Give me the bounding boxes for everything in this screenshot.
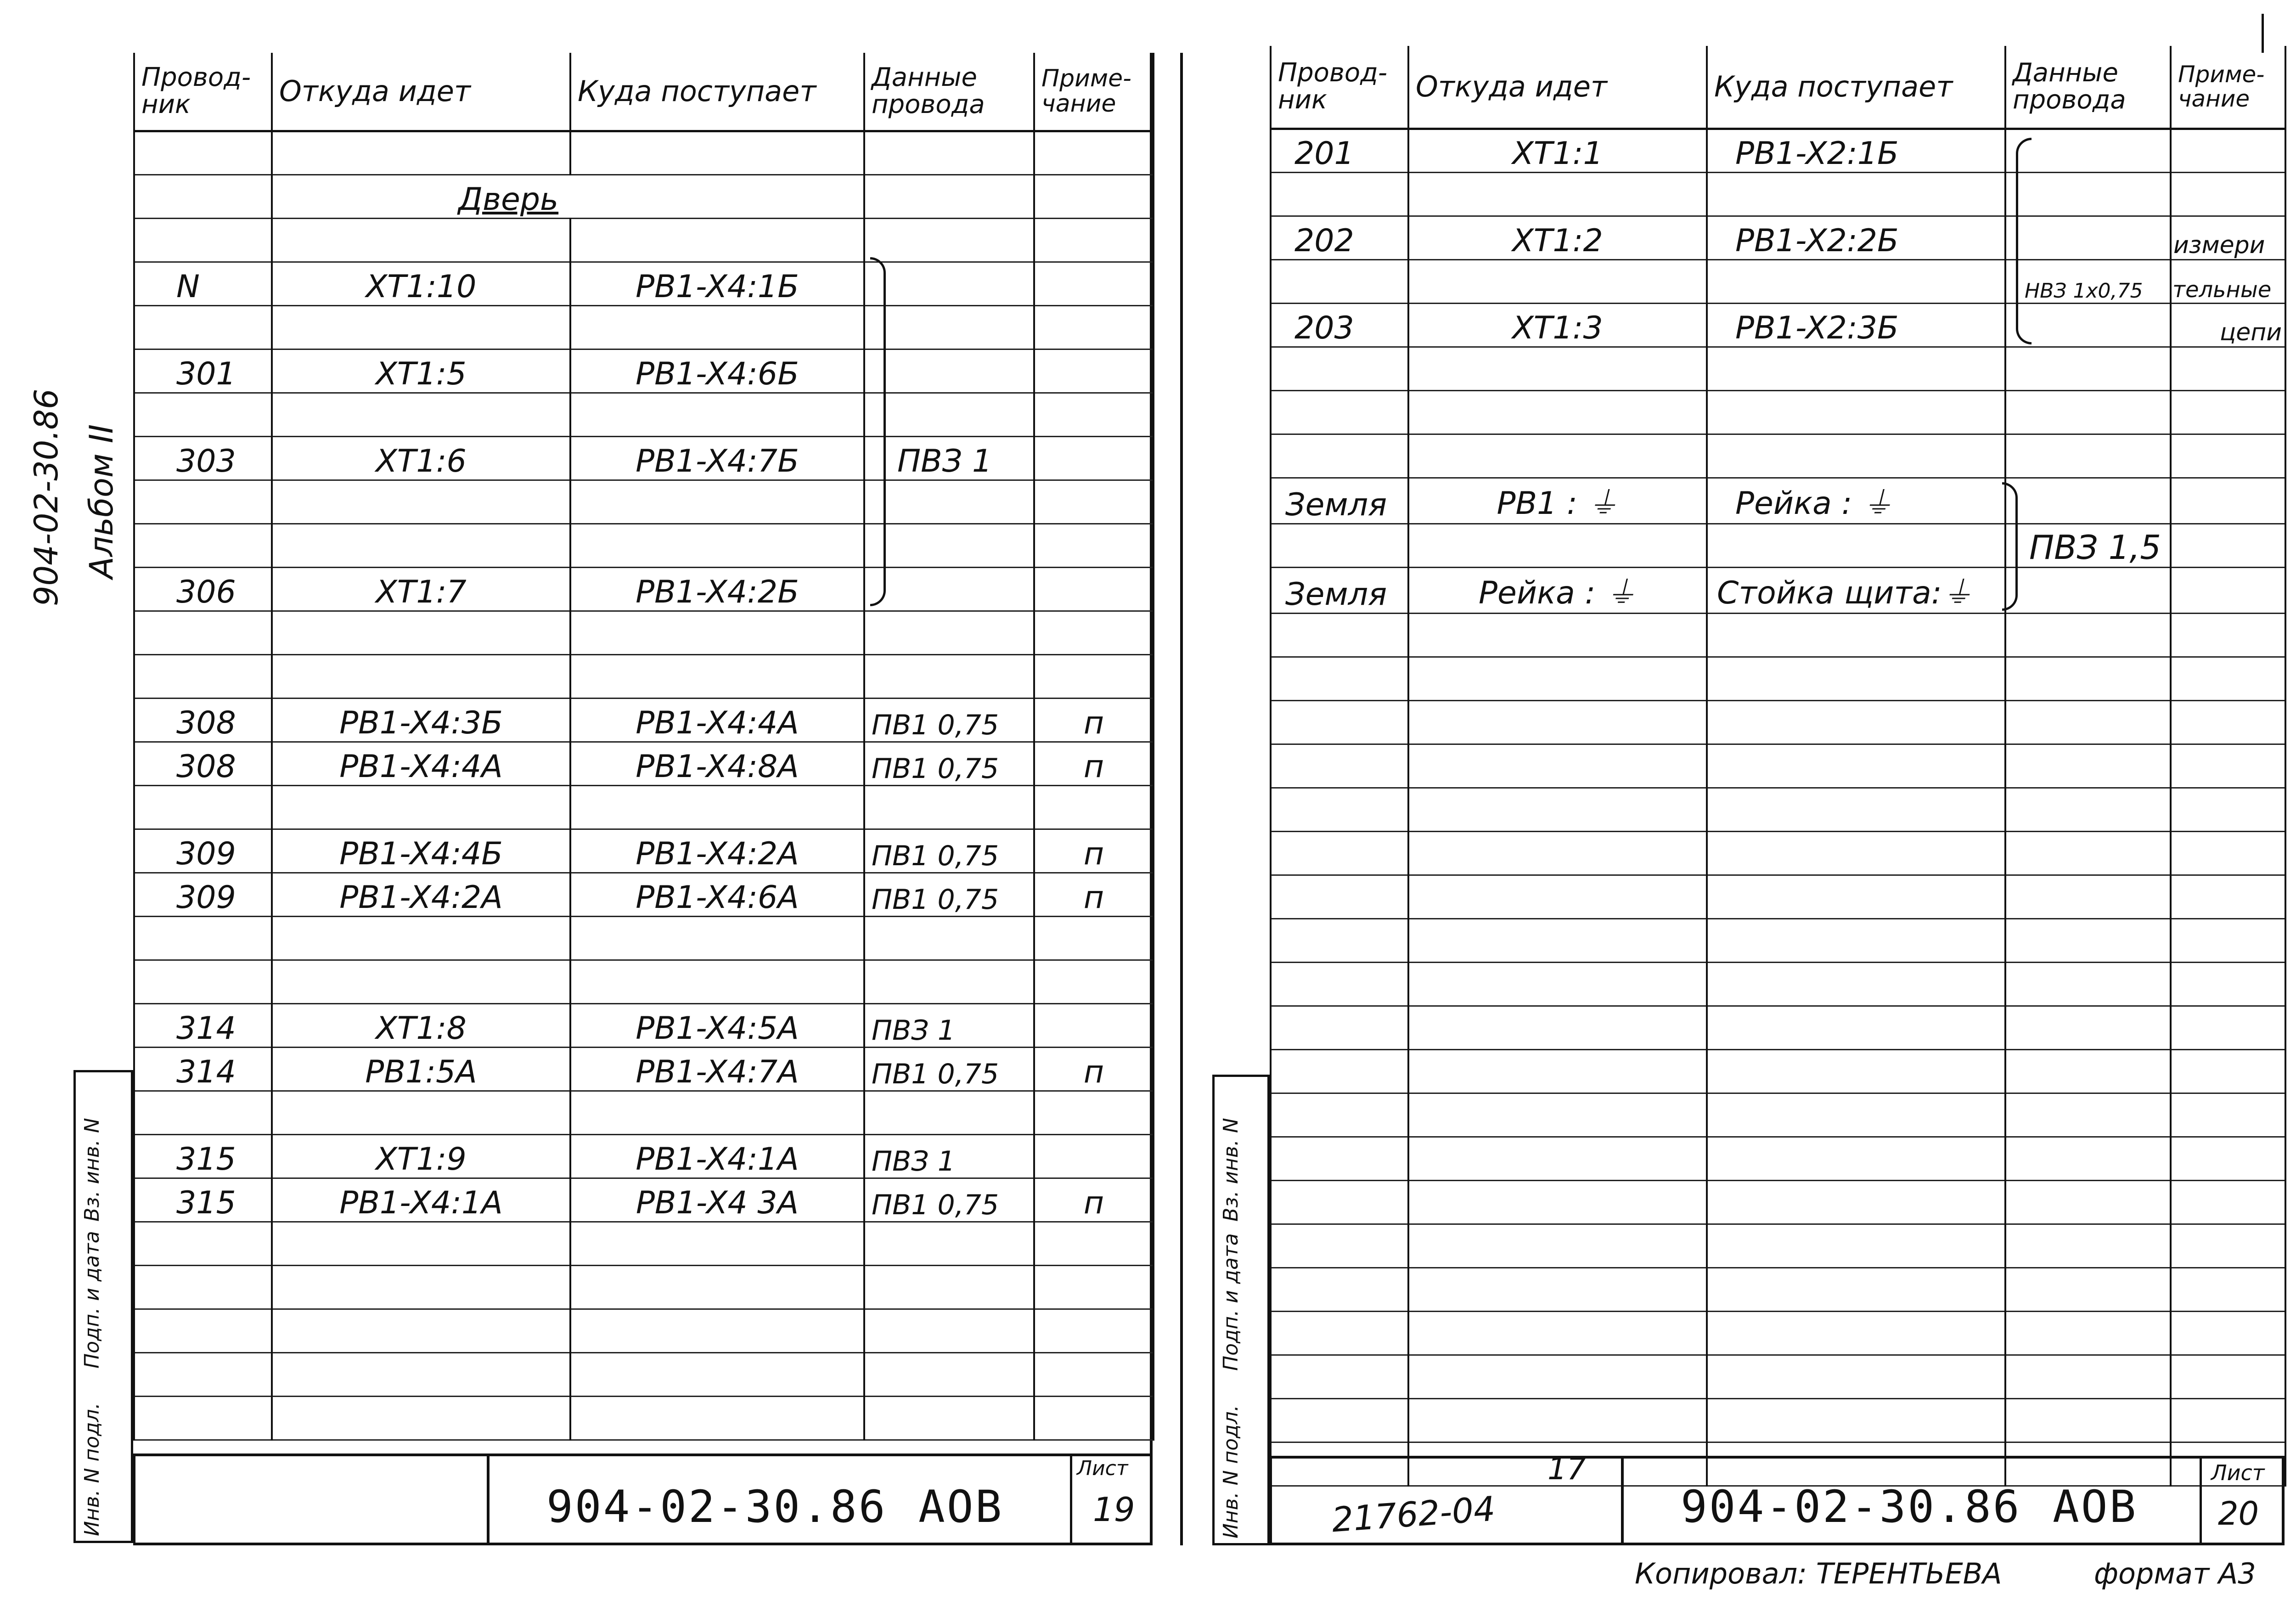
left-stamp-sign: Подп. и дата	[80, 1231, 104, 1369]
left-wire-table	[133, 53, 1154, 1441]
right-ground-brace	[2002, 482, 2018, 611]
right-stamp-vz: Вз. инв. N	[1219, 1118, 1243, 1222]
table-row: 314 XT1:8 PB1-X4:5A ПВЗ 1	[134, 1003, 1154, 1047]
table-row: 309 PB1-X4:2A PB1-X4:6A ПВ1 0,75 п	[134, 873, 1154, 916]
table-row: 308 PB1-X4:3Б PB1-X4:4A ПВ1 0,75 п	[134, 698, 1154, 742]
right-title-suffix: АОВ	[2053, 1481, 2138, 1532]
table-row: НВЗ 1х0,75 тельные	[1271, 259, 2285, 303]
table-row: 315 XT1:9 PB1-X4:1A ПВЗ 1	[134, 1134, 1154, 1178]
left-title-suffix: АОВ	[918, 1481, 1004, 1532]
right-wire-table	[1270, 46, 2286, 1487]
corner-tick	[2262, 14, 2264, 53]
inventory-note: 17	[1548, 1451, 1586, 1487]
table-row: 306 XT1:7 PB1-X4:2Б	[134, 567, 1154, 611]
center-divider	[1180, 53, 1183, 1545]
left-sheet-number: 19	[1093, 1490, 1135, 1529]
right-measure-brace	[2016, 138, 2032, 344]
right-header-to: Куда поступает	[1707, 46, 2005, 129]
right-sheet-label: Лист	[2211, 1460, 2265, 1485]
right-stamp-inv: Инв. N подл.	[1219, 1405, 1243, 1538]
table-row: Земля PB1 : ⏚ Рейка : ⏚	[1271, 478, 2285, 524]
right-header-note: Приме-чание	[2171, 46, 2285, 129]
inventory-number: 21762-04	[1330, 1489, 1497, 1540]
left-header-data: Данные провода	[864, 53, 1034, 131]
left-stamp-inv: Инв. N подл.	[80, 1403, 104, 1536]
left-section-title: Дверь	[458, 181, 559, 218]
table-row: Земля Рейка : ⏚ Стойка щита:⏚	[1271, 567, 2285, 613]
table-row: 303 XT1:6 PB1-X4:7Б ПВЗ 1	[134, 436, 1154, 480]
table-row: 202 XT1:2 PB1-X2:2Б измери	[1271, 216, 2285, 259]
left-title-code: 904-02-30.86	[546, 1481, 887, 1532]
side-album: Альбом II	[83, 424, 120, 579]
table-row: 301 XT1:5 PB1-X4:6Б	[134, 349, 1154, 393]
paper-format: формат А3	[2094, 1557, 2256, 1590]
right-stamp-sign: Подп. и дата	[1219, 1233, 1243, 1371]
right-title-code: 904-02-30.86	[1681, 1481, 2021, 1532]
right-sheet-number: 20	[2218, 1495, 2259, 1532]
left-stamp-vz: Вз. инв. N	[80, 1118, 104, 1222]
table-row: 309 PB1-X4:4Б PB1-X4:2A ПВ1 0,75 п	[134, 829, 1154, 873]
table-row: ПВЗ 1,5	[1271, 524, 2285, 567]
table-row: 201 XT1:1 PB1-X2:1Б	[1271, 129, 2285, 172]
right-header-wire: Провод-ник	[1271, 46, 1408, 129]
table-row: 203 XT1:3 PB1-X2:3Б цепи	[1271, 303, 2285, 347]
table-row: 315 PB1-X4:1A PB1-X4 3A ПВ1 0,75 п	[134, 1178, 1154, 1222]
table-row: 314 PB1:5A PB1-X4:7A ПВ1 0,75 п	[134, 1047, 1154, 1091]
right-header-from: Откуда идет	[1408, 46, 1707, 129]
side-doc-code: 904-02-30.86	[28, 389, 65, 606]
table-row: 308 PB1-X4:4A PB1-X4:8A ПВ1 0,75 п	[134, 742, 1154, 785]
left-header-wire: Провод-ник	[134, 53, 272, 131]
left-sheet-label: Лист	[1077, 1457, 1128, 1480]
left-header-from: Откуда идет	[272, 53, 570, 131]
left-header-to: Куда поступает	[570, 53, 864, 131]
left-header-note: Приме-чание	[1034, 53, 1154, 131]
right-header-data: Данные провода	[2005, 46, 2171, 129]
copied-by: Копировал: ТЕРЕНТЬЕВА	[1635, 1557, 2002, 1590]
left-group-brace	[870, 257, 886, 606]
table-row: N XT1:10 PB1-X4:1Б	[134, 262, 1154, 305]
